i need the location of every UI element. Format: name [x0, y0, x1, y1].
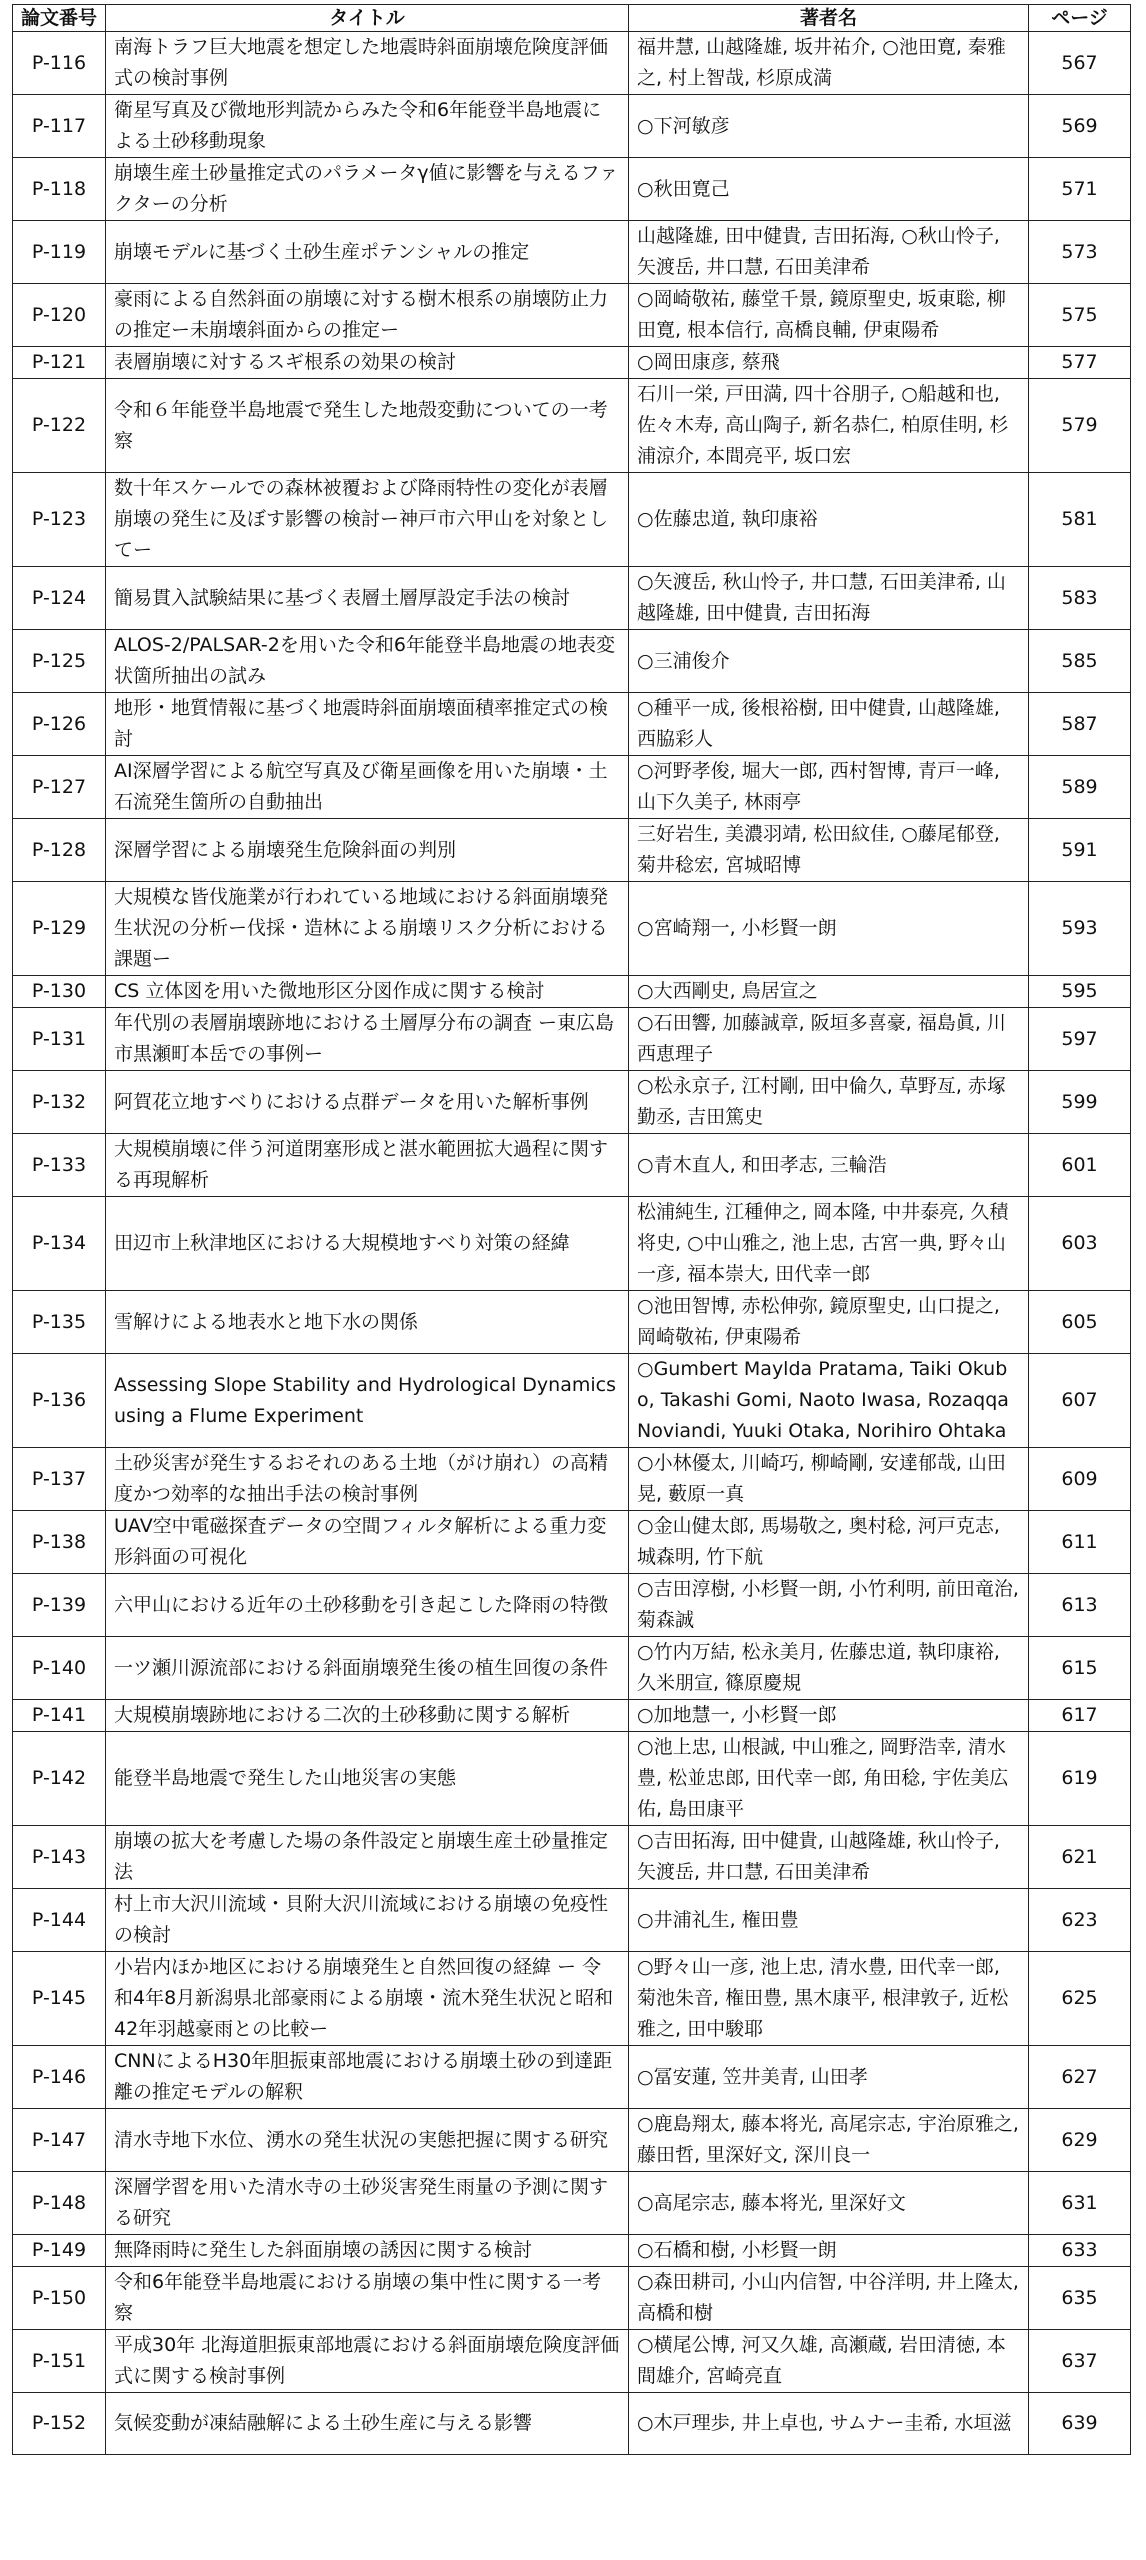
- authors-cell: 山越隆雄, 田中健貴, 吉田拓海, ○秋山怜子, 矢渡岳, 井口慧, 石田美津希: [629, 221, 1029, 284]
- paper-number-cell: P-143: [13, 1826, 106, 1889]
- table-row: [13, 693, 1131, 756]
- paper-number-cell: P-149: [13, 2235, 106, 2267]
- paper-number-cell: P-147: [13, 2109, 106, 2172]
- authors-cell: ○吉田拓海, 田中健貴, 山越隆雄, 秋山怜子, 矢渡岳, 井口慧, 石田美津希: [629, 1826, 1029, 1889]
- paper-number-cell: P-133: [13, 1134, 106, 1197]
- title-cell: 阿賀花立地すべりにおける点群データを用いた解析事例: [106, 1071, 629, 1134]
- page-cell: 581: [1029, 473, 1131, 567]
- table-row: [13, 2393, 1131, 2455]
- title-cell: ALOS-2/PALSAR-2を用いた令和6年能登半島地震の地表変状箇所抽出の試み: [106, 630, 629, 693]
- authors-cell: ○松永京子, 江村剛, 田中倫久, 草野亙, 赤塚勤丞, 吉田篤史: [629, 1071, 1029, 1134]
- authors-cell: ○横尾公博, 河又久雄, 高瀬蔵, 岩田清徳, 本間雄介, 宮崎亮直: [629, 2330, 1029, 2393]
- paper-number-cell: P-126: [13, 693, 106, 756]
- page-cell: 609: [1029, 1448, 1131, 1511]
- page-cell: 603: [1029, 1197, 1131, 1291]
- paper-number-cell: P-120: [13, 284, 106, 347]
- title-cell: 南海トラフ巨大地震を想定した地震時斜面崩壊危険度評価式の検討事例: [106, 32, 629, 95]
- title-cell: 衛星写真及び微地形判読からみた令和6年能登半島地震による土砂移動現象: [106, 95, 629, 158]
- page-cell: 593: [1029, 882, 1131, 976]
- page-cell: 569: [1029, 95, 1131, 158]
- table-row: [13, 1354, 1131, 1448]
- page-cell: 615: [1029, 1637, 1131, 1700]
- table-row: [13, 1637, 1131, 1700]
- authors-cell: 石川一栄, 戸田満, 四十谷朋子, ○船越和也, 佐々木寿, 高山陶子, 新名恭仁, 柏原佳明, 杉浦涼介, 本間亮平, 坂口宏: [629, 379, 1029, 473]
- table-row: [13, 95, 1131, 158]
- authors-cell: ○竹内万結, 松永美月, 佐藤忠道, 執印康裕, 久米朋宣, 篠原慶規: [629, 1637, 1029, 1700]
- paper-number-cell: P-130: [13, 976, 106, 1008]
- page-cell: 601: [1029, 1134, 1131, 1197]
- table-row: [13, 2267, 1131, 2330]
- title-cell: 平成30年 北海道胆振東部地震における斜面崩壊危険度評価式に関する検討事例: [106, 2330, 629, 2393]
- table-row: [13, 2109, 1131, 2172]
- table-row: [13, 1700, 1131, 1732]
- paper-number-cell: P-141: [13, 1700, 106, 1732]
- table-row: [13, 1291, 1131, 1354]
- authors-cell: ○秋田寛己: [629, 158, 1029, 221]
- title-cell: 深層学習による崩壊発生危険斜面の判別: [106, 819, 629, 882]
- page-cell: 623: [1029, 1889, 1131, 1952]
- title-cell: 崩壊の拡大を考慮した場の条件設定と崩壊生産土砂量推定法: [106, 1826, 629, 1889]
- table-row: [13, 819, 1131, 882]
- authors-cell: 三好岩生, 美濃羽靖, 松田紋佳, ○藤尾郁登, 菊井稔宏, 宮城昭博: [629, 819, 1029, 882]
- title-cell: 一ツ瀬川源流部における斜面崩壊発生後の植生回復の条件: [106, 1637, 629, 1700]
- title-cell: 村上市大沢川流域・貝附大沢川流域における崩壊の免疫性の検討: [106, 1889, 629, 1952]
- paper-table: [12, 4, 1131, 2455]
- header-authors: 著者名: [629, 5, 1029, 32]
- paper-number-cell: P-119: [13, 221, 106, 284]
- paper-number-cell: P-127: [13, 756, 106, 819]
- authors-cell: ○宮崎翔一, 小杉賢一朗: [629, 882, 1029, 976]
- title-cell: 崩壊生産土砂量推定式のパラメータγ値に影響を与えるファクターの分析: [106, 158, 629, 221]
- authors-cell: ○池上忠, 山根誠, 中山雅之, 岡野浩幸, 清水豊, 松並忠郎, 田代幸一郎, 角田稔, 宇佐美広佑, 島田康平: [629, 1732, 1029, 1826]
- paper-list: [12, 4, 1130, 2455]
- table-row: [13, 1732, 1131, 1826]
- paper-number-cell: P-138: [13, 1511, 106, 1574]
- authors-cell: ○鹿島翔太, 藤本将光, 高尾宗志, 宇治原雅之, 藤田哲, 里深好文, 深川良一: [629, 2109, 1029, 2172]
- page-cell: 587: [1029, 693, 1131, 756]
- title-cell: AI深層学習による航空写真及び衛星画像を用いた崩壊・土石流発生箇所の自動抽出: [106, 756, 629, 819]
- page-cell: 633: [1029, 2235, 1131, 2267]
- title-cell: 令和6年能登半島地震における崩壊の集中性に関する一考察: [106, 2267, 629, 2330]
- authors-cell: ○金山健太郎, 馬場敬之, 奥村稔, 河戸克志, 城森明, 竹下航: [629, 1511, 1029, 1574]
- paper-number-cell: P-129: [13, 882, 106, 976]
- authors-cell: ○岡田康彦, 蔡飛: [629, 347, 1029, 379]
- table-row: [13, 882, 1131, 976]
- title-cell: 簡易貫入試験結果に基づく表層土層厚設定手法の検討: [106, 567, 629, 630]
- page-cell: 635: [1029, 2267, 1131, 2330]
- page-cell: 599: [1029, 1071, 1131, 1134]
- table-row: [13, 567, 1131, 630]
- title-cell: 豪雨による自然斜面の崩壊に対する樹木根系の崩壊防止力の推定ー未崩壊斜面からの推定ー: [106, 284, 629, 347]
- table-row: [13, 1511, 1131, 1574]
- page-cell: 639: [1029, 2393, 1131, 2455]
- paper-number-cell: P-152: [13, 2393, 106, 2455]
- paper-number-cell: P-123: [13, 473, 106, 567]
- authors-cell: ○井浦礼生, 権田豊: [629, 1889, 1029, 1952]
- authors-cell: ○森田耕司, 小山内信智, 中谷洋明, 井上隆太, 高橋和樹: [629, 2267, 1029, 2330]
- authors-cell: ○加地慧一, 小杉賢一郎: [629, 1700, 1029, 1732]
- title-cell: 土砂災害が発生するおそれのある土地（がけ崩れ）の高精度かつ効率的な抽出手法の検討事例: [106, 1448, 629, 1511]
- page-cell: 567: [1029, 32, 1131, 95]
- page-cell: 627: [1029, 2046, 1131, 2109]
- page-cell: 613: [1029, 1574, 1131, 1637]
- title-cell: 年代別の表層崩壊跡地における土層厚分布の調査 ー東広島市黒瀬町本岳での事例ー: [106, 1008, 629, 1071]
- title-cell: 数十年スケールでの森林被覆および降雨特性の変化が表層崩壊の発生に及ぼす影響の検討ー神戸市六甲山を対象としてー: [106, 473, 629, 567]
- paper-number-cell: P-118: [13, 158, 106, 221]
- page-cell: 589: [1029, 756, 1131, 819]
- title-cell: CNNによるH30年胆振東部地震における崩壊土砂の到達距離の推定モデルの解釈: [106, 2046, 629, 2109]
- table-row: [13, 2046, 1131, 2109]
- title-cell: CS 立体図を用いた微地形区分図作成に関する検討: [106, 976, 629, 1008]
- table-row: [13, 1889, 1131, 1952]
- table-row: [13, 976, 1131, 1008]
- authors-cell: ○三浦俊介: [629, 630, 1029, 693]
- page-cell: 585: [1029, 630, 1131, 693]
- title-cell: 気候変動が凍結融解による土砂生産に与える影響: [106, 2393, 629, 2455]
- title-cell: 清水寺地下水位、湧水の発生状況の実態把握に関する研究: [106, 2109, 629, 2172]
- table-row: [13, 1134, 1131, 1197]
- table-row: [13, 2330, 1131, 2393]
- page-cell: 597: [1029, 1008, 1131, 1071]
- authors-cell: 松浦純生, 江種伸之, 岡本隆, 中井泰亮, 久積将史, ○中山雅之, 池上忠, 古宮一典, 野々山一彦, 福本崇大, 田代幸一郎: [629, 1197, 1029, 1291]
- page-cell: 621: [1029, 1826, 1131, 1889]
- page-cell: 577: [1029, 347, 1131, 379]
- paper-number-cell: P-116: [13, 32, 106, 95]
- page-cell: 583: [1029, 567, 1131, 630]
- title-cell: 田辺市上秋津地区における大規模地すべり対策の経緯: [106, 1197, 629, 1291]
- page-cell: 625: [1029, 1952, 1131, 2046]
- page-cell: 579: [1029, 379, 1131, 473]
- table-row: [13, 347, 1131, 379]
- authors-cell: ○大西剛史, 鳥居宣之: [629, 976, 1029, 1008]
- authors-cell: ○河野孝俊, 堀大一郎, 西村智博, 青戸一峰, 山下久美子, 林雨亭: [629, 756, 1029, 819]
- table-row: [13, 2235, 1131, 2267]
- page-cell: 605: [1029, 1291, 1131, 1354]
- title-cell: UAV空中電磁探査データの空間フィルタ解析による重力変形斜面の可視化: [106, 1511, 629, 1574]
- paper-number-cell: P-131: [13, 1008, 106, 1071]
- authors-cell: ○野々山一彦, 池上忠, 清水豊, 田代幸一郎, 菊池朱音, 権田豊, 黒木康平, 根津敦子, 近松雅之, 田中駿耶: [629, 1952, 1029, 2046]
- table-row: [13, 1826, 1131, 1889]
- table-row: [13, 1952, 1131, 2046]
- authors-cell: ○Gumbert Maylda Pratama, Taiki Okubo, Takashi Gomi, Naoto Iwasa, Rozaqqa Noviandi, Yuuki Otaka, Norihiro Ohtaka: [629, 1354, 1029, 1448]
- title-cell: 小岩内ほか地区における崩壊発生と自然回復の経緯 ー 令和4年8月新潟県北部豪雨による崩壊・流木発生状況と昭和42年羽越豪雨との比較ー: [106, 1952, 629, 2046]
- paper-number-cell: P-134: [13, 1197, 106, 1291]
- authors-cell: ○吉田淳樹, 小杉賢一朗, 小竹利明, 前田竜治, 菊森誠: [629, 1574, 1029, 1637]
- paper-number-cell: P-128: [13, 819, 106, 882]
- table-row: [13, 32, 1131, 95]
- page-cell: 637: [1029, 2330, 1131, 2393]
- title-cell: 表層崩壊に対するスギ根系の効果の検討: [106, 347, 629, 379]
- table-row: [13, 1197, 1131, 1291]
- table-row: [13, 2172, 1131, 2235]
- table-row: [13, 1008, 1131, 1071]
- header-page: ページ: [1029, 5, 1131, 32]
- authors-cell: ○矢渡岳, 秋山怜子, 井口慧, 石田美津希, 山越隆雄, 田中健貴, 吉田拓海: [629, 567, 1029, 630]
- table-row: [13, 158, 1131, 221]
- authors-cell: ○木戸理歩, 井上卓也, サムナー圭希, 水垣滋: [629, 2393, 1029, 2455]
- paper-number-cell: P-117: [13, 95, 106, 158]
- title-cell: 大規模崩壊に伴う河道閉塞形成と湛水範囲拡大過程に関する再現解析: [106, 1134, 629, 1197]
- page-cell: 591: [1029, 819, 1131, 882]
- title-cell: 雪解けによる地表水と地下水の関係: [106, 1291, 629, 1354]
- paper-number-cell: P-150: [13, 2267, 106, 2330]
- header-row: [13, 5, 1131, 32]
- page-cell: 619: [1029, 1732, 1131, 1826]
- authors-cell: ○岡崎敬祐, 藤堂千景, 鏡原聖史, 坂東聡, 柳田寛, 根本信行, 高橋良輔, 伊東陽希: [629, 284, 1029, 347]
- page-cell: 573: [1029, 221, 1131, 284]
- page-cell: 607: [1029, 1354, 1131, 1448]
- table-row: [13, 473, 1131, 567]
- paper-number-cell: P-140: [13, 1637, 106, 1700]
- page-cell: 611: [1029, 1511, 1131, 1574]
- title-cell: 崩壊モデルに基づく土砂生産ポテンシャルの推定: [106, 221, 629, 284]
- authors-cell: ○冨安蓮, 笠井美青, 山田孝: [629, 2046, 1029, 2109]
- paper-number-cell: P-139: [13, 1574, 106, 1637]
- authors-cell: ○小林優太, 川崎巧, 柳崎剛, 安達郁哉, 山田晃, 藪原一真: [629, 1448, 1029, 1511]
- page-cell: 575: [1029, 284, 1131, 347]
- paper-number-cell: P-122: [13, 379, 106, 473]
- title-cell: 六甲山における近年の土砂移動を引き起こした降雨の特徴: [106, 1574, 629, 1637]
- authors-cell: 福井慧, 山越隆雄, 坂井祐介, ○池田寛, 秦雅之, 村上智哉, 杉原成満: [629, 32, 1029, 95]
- table-row: [13, 221, 1131, 284]
- paper-number-cell: P-125: [13, 630, 106, 693]
- page-cell: 571: [1029, 158, 1131, 221]
- paper-number-cell: P-142: [13, 1732, 106, 1826]
- authors-cell: ○石橋和樹, 小杉賢一朗: [629, 2235, 1029, 2267]
- title-cell: 大規模崩壊跡地における二次的土砂移動に関する解析: [106, 1700, 629, 1732]
- paper-number-cell: P-146: [13, 2046, 106, 2109]
- paper-number-cell: P-144: [13, 1889, 106, 1952]
- table-row: [13, 1071, 1131, 1134]
- table-row: [13, 756, 1131, 819]
- page-cell: 617: [1029, 1700, 1131, 1732]
- page-cell: 629: [1029, 2109, 1131, 2172]
- authors-cell: ○青木直人, 和田孝志, 三輪浩: [629, 1134, 1029, 1197]
- table-row: [13, 1448, 1131, 1511]
- title-cell: 無降雨時に発生した斜面崩壊の誘因に関する検討: [106, 2235, 629, 2267]
- paper-number-cell: P-137: [13, 1448, 106, 1511]
- authors-cell: ○高尾宗志, 藤本将光, 里深好文: [629, 2172, 1029, 2235]
- paper-number-cell: P-124: [13, 567, 106, 630]
- table-row: [13, 379, 1131, 473]
- title-cell: 大規模な皆伐施業が行われている地域における斜面崩壊発生状況の分析ー伐採・造林による崩壊リスク分析における課題ー: [106, 882, 629, 976]
- title-cell: 令和６年能登半島地震で発生した地殻変動についての一考察: [106, 379, 629, 473]
- paper-number-cell: P-132: [13, 1071, 106, 1134]
- title-cell: 地形・地質情報に基づく地震時斜面崩壊面積率推定式の検討: [106, 693, 629, 756]
- table-row: [13, 284, 1131, 347]
- authors-cell: ○下河敏彦: [629, 95, 1029, 158]
- authors-cell: ○石田響, 加藤誠章, 阪垣多喜豪, 福島眞, 川西恵理子: [629, 1008, 1029, 1071]
- header-title: タイトル: [106, 5, 629, 32]
- header-paper-number: 論文番号: [13, 5, 106, 32]
- paper-number-cell: P-136: [13, 1354, 106, 1448]
- table-row: [13, 630, 1131, 693]
- title-cell: 能登半島地震で発生した山地災害の実態: [106, 1732, 629, 1826]
- page-cell: 595: [1029, 976, 1131, 1008]
- paper-number-cell: P-145: [13, 1952, 106, 2046]
- page-cell: 631: [1029, 2172, 1131, 2235]
- paper-number-cell: P-148: [13, 2172, 106, 2235]
- paper-number-cell: P-151: [13, 2330, 106, 2393]
- title-cell: Assessing Slope Stability and Hydrological Dynamics using a Flume Experiment: [106, 1354, 629, 1448]
- paper-number-cell: P-135: [13, 1291, 106, 1354]
- authors-cell: ○佐藤忠道, 執印康裕: [629, 473, 1029, 567]
- title-cell: 深層学習を用いた清水寺の土砂災害発生雨量の予測に関する研究: [106, 2172, 629, 2235]
- authors-cell: ○種平一成, 後根裕樹, 田中健貴, 山越隆雄, 西脇彩人: [629, 693, 1029, 756]
- table-row: [13, 1574, 1131, 1637]
- paper-number-cell: P-121: [13, 347, 106, 379]
- authors-cell: ○池田智博, 赤松伸弥, 鏡原聖史, 山口提之, 岡崎敬祐, 伊東陽希: [629, 1291, 1029, 1354]
